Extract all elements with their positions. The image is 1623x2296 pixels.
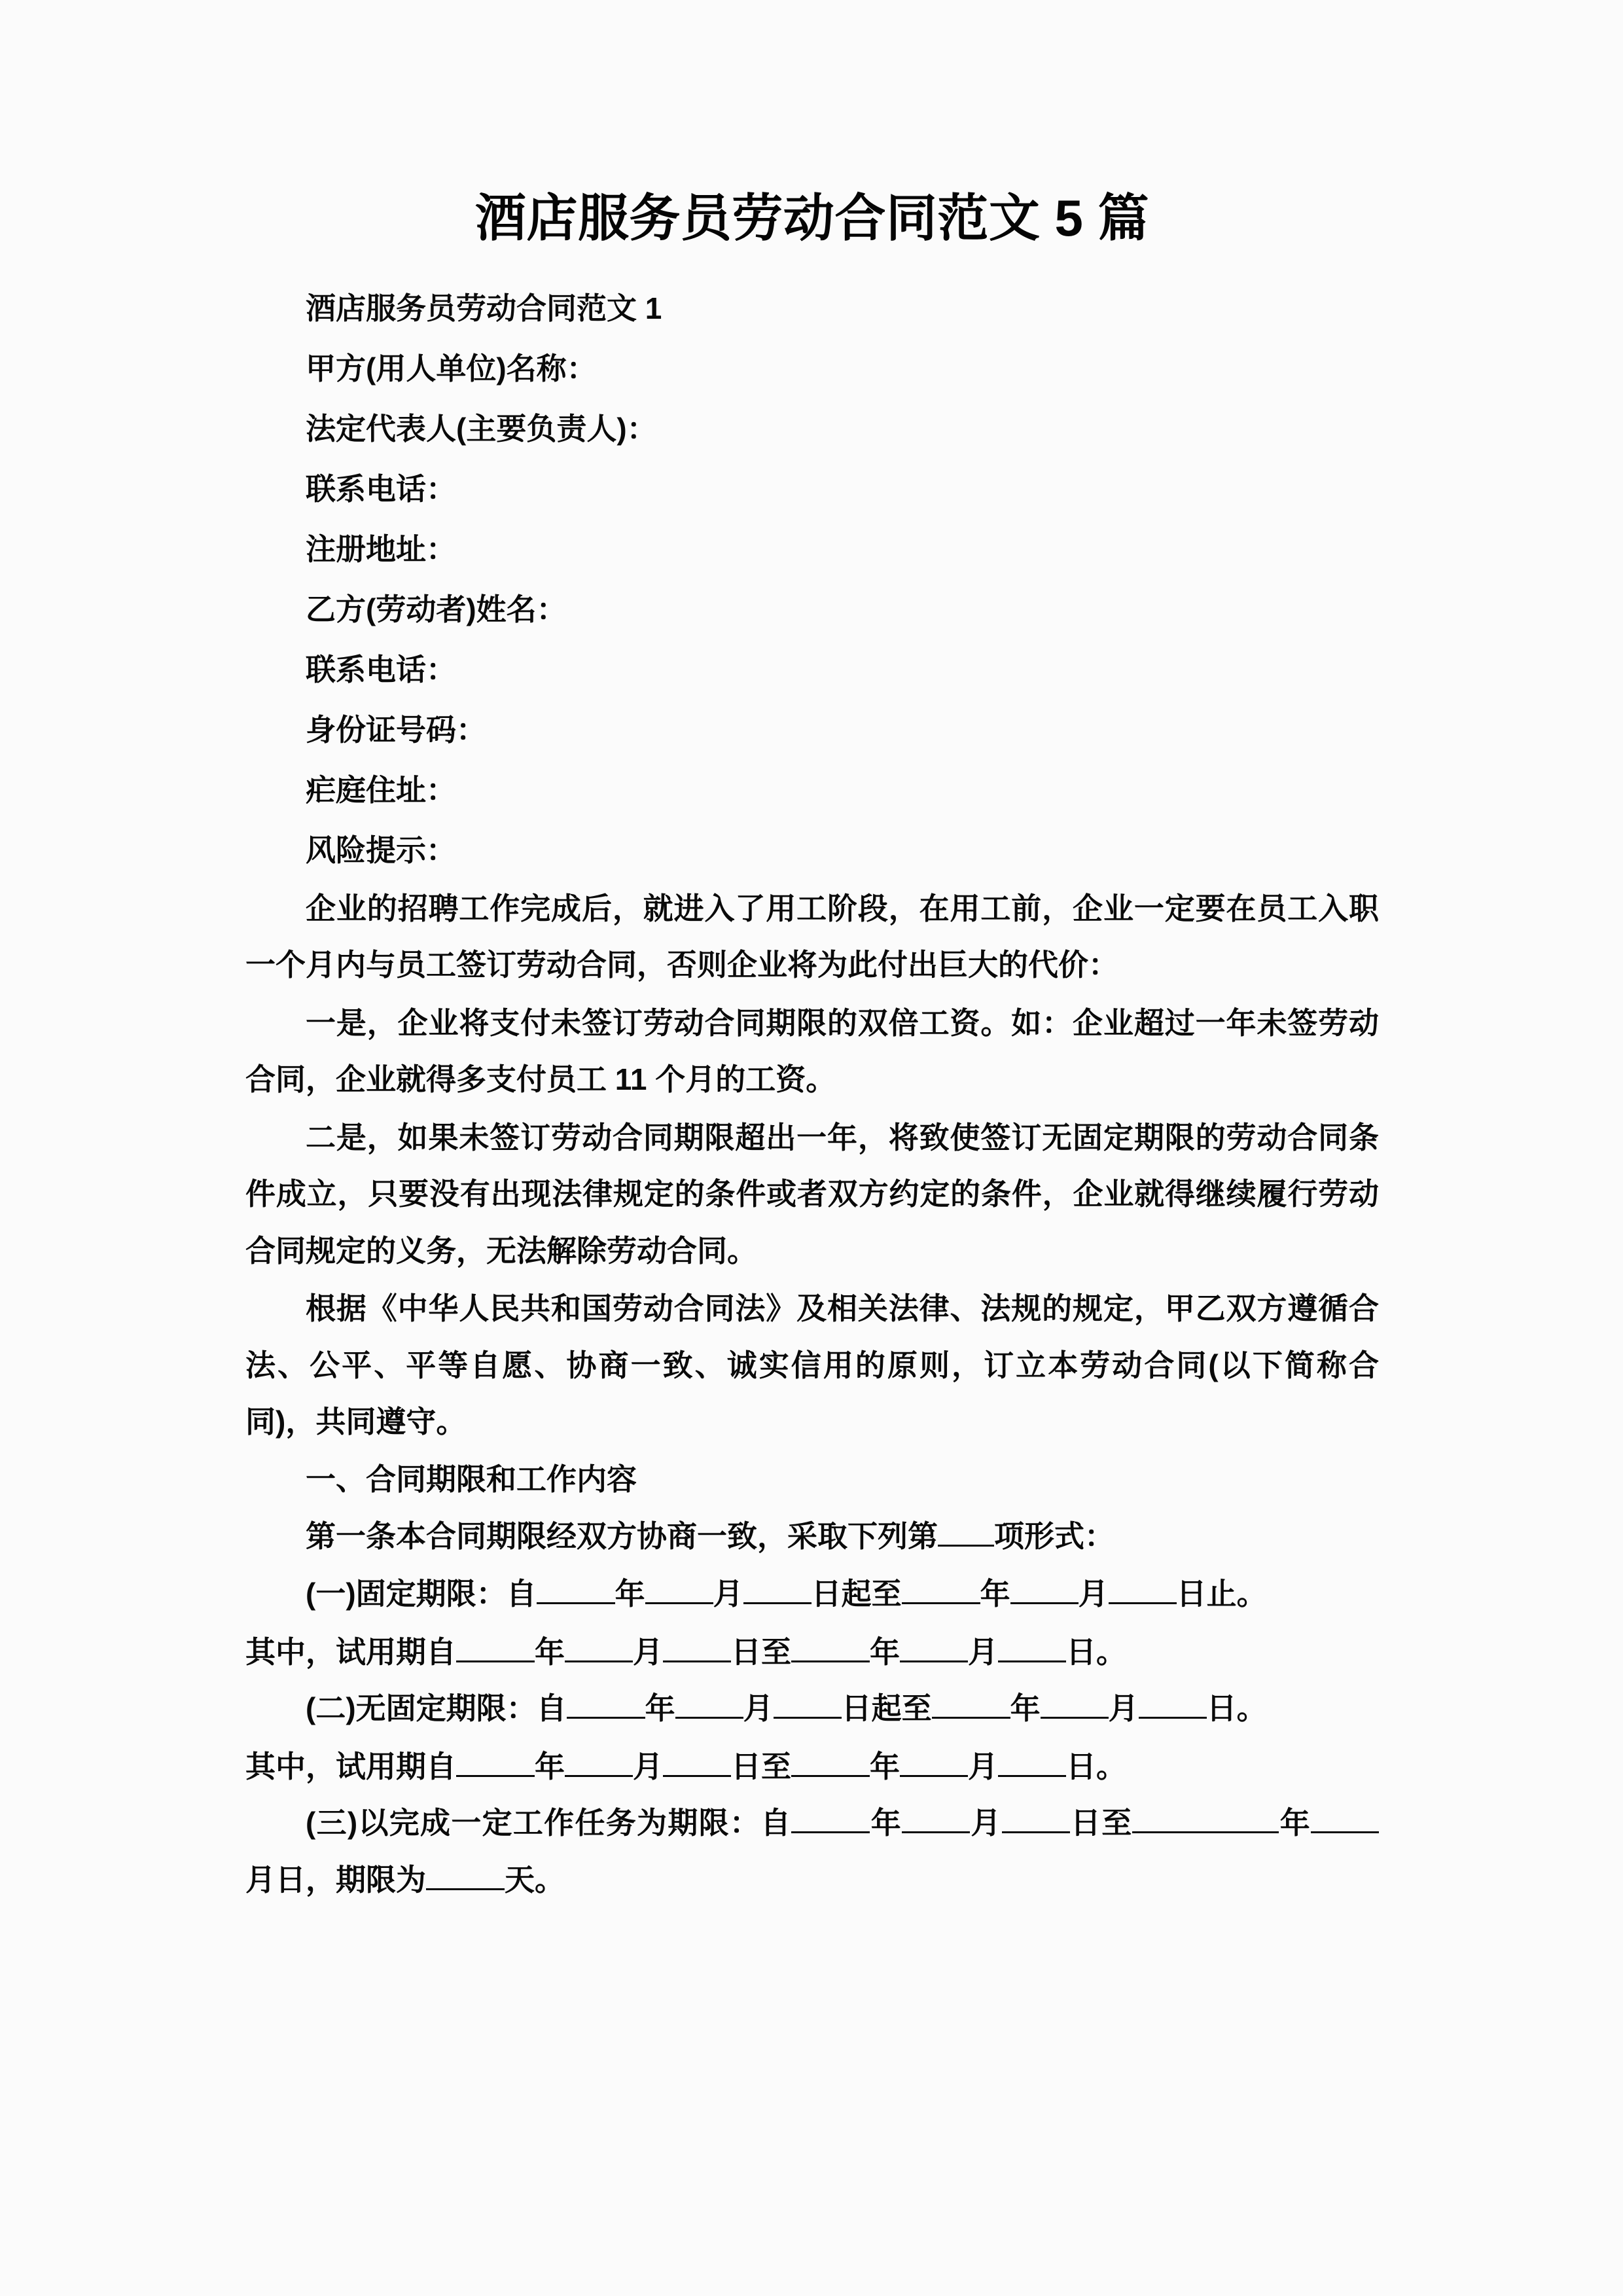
- blank-trial-open-start-month[interactable]: [565, 1775, 633, 1777]
- clause-one-line: [245, 1508, 1379, 1564]
- trial-open-lead: 其中，试用期自: [245, 1749, 456, 1784]
- trial-fixed-seg-2: 年: [535, 1634, 565, 1669]
- term-fixed-seg-4: 日起至: [811, 1577, 902, 1611]
- term-fixed-seg-7: 日止。: [1176, 1577, 1267, 1611]
- blank-trial-fixed-start-day[interactable]: [663, 1660, 731, 1662]
- field-label-party-b-phone: 联系电话：: [306, 652, 456, 687]
- trial-open-seg-7: 日。: [1066, 1749, 1126, 1784]
- trial-fixed-seg-6: 月: [968, 1634, 998, 1669]
- field-label-party-b-name: 乙方(劳动者)姓名：: [306, 592, 567, 626]
- term-option-task-based-label: (三)以完成一定工作任务为期限：: [306, 1806, 761, 1840]
- blank-fixed-end-month[interactable]: [1010, 1602, 1079, 1604]
- trial-open-seg-5: 年: [870, 1749, 900, 1784]
- term-fixed-seg-3: 月: [713, 1577, 743, 1611]
- term-fixed-seg-1: 自: [506, 1577, 537, 1611]
- trial-fixed-lead: 其中，试用期自: [245, 1634, 456, 1669]
- field-label-id-number: 身份证号码：: [306, 712, 486, 747]
- blank-trial-open-end-year[interactable]: [791, 1775, 870, 1777]
- blank-open-end-day[interactable]: [1139, 1717, 1207, 1719]
- blank-trial-fixed-end-year[interactable]: [791, 1660, 870, 1662]
- field-label-risk-notice: 风险提示：: [306, 833, 456, 867]
- clause-one-prefix: 第一条本合同期限经双方协商一致，采取下列第: [306, 1518, 938, 1553]
- term-open-seg-4: 日起至: [841, 1691, 932, 1726]
- term-fixed-seg-6: 月: [1078, 1577, 1109, 1611]
- blank-trial-open-end-month[interactable]: [900, 1775, 968, 1777]
- term-open-seg-2: 年: [645, 1691, 675, 1726]
- blank-clause-one-item[interactable]: [938, 1545, 994, 1547]
- trial-fixed-seg-3: 月: [633, 1634, 663, 1669]
- term-task-seg-8: 天。: [505, 1862, 565, 1897]
- term-task-seg-4: 日至: [1069, 1806, 1133, 1840]
- term-task-seg-3: 月: [970, 1806, 1002, 1840]
- term-fixed-seg-5: 年: [980, 1577, 1010, 1611]
- term-option-task-based: [245, 1795, 1379, 1908]
- field-label-legal-representative: 法定代表人(主要负责人)：: [306, 411, 657, 446]
- blank-trial-open-start-year[interactable]: [456, 1775, 535, 1777]
- term-open-seg-7: 日。: [1206, 1691, 1267, 1726]
- paragraph-recruitment-notice: 企业的招聘工作完成后，就进入了用工阶段，在用工前，企业一定要在员工入职一个月内与员工签订劳动合同，否则企业将为此付出巨大的代价：: [245, 891, 1379, 982]
- term-task-seg-2: 年: [870, 1806, 902, 1840]
- blank-task-end-year[interactable]: [1132, 1831, 1211, 1833]
- trial-open-seg-6: 月: [968, 1749, 998, 1784]
- trial-period-fixed: [245, 1624, 1379, 1680]
- blank-fixed-start-day[interactable]: [743, 1602, 812, 1604]
- blank-task-end-day[interactable]: [1311, 1831, 1379, 1833]
- term-task-seg-1: 自: [760, 1806, 792, 1840]
- blank-trial-fixed-start-month[interactable]: [565, 1660, 633, 1662]
- blank-trial-open-start-day[interactable]: [663, 1775, 731, 1777]
- clause-one-suffix: 项形式：: [994, 1518, 1115, 1553]
- blank-trial-fixed-end-day[interactable]: [998, 1660, 1066, 1662]
- section-heading-one: 一、合同期限和工作内容: [306, 1462, 637, 1497]
- blank-task-start-year[interactable]: [791, 1831, 870, 1833]
- term-option-fixed-label: (一)固定期限：: [306, 1577, 507, 1611]
- document-subtitle: 酒店服务员劳动合同范文 1: [306, 291, 662, 325]
- field-label-party-a-name: 甲方(用人单位)名称：: [306, 351, 597, 386]
- trial-fixed-seg-4: 日至: [731, 1634, 791, 1669]
- field-label-party-a-phone: 联系电话：: [306, 471, 456, 506]
- blank-open-end-year[interactable]: [932, 1717, 1010, 1719]
- term-open-seg-1: 自: [536, 1691, 567, 1726]
- blank-trial-fixed-start-year[interactable]: [456, 1660, 535, 1662]
- field-label-home-address: 疟庭住址：: [306, 772, 456, 807]
- term-task-seg-6: 月: [245, 1862, 276, 1897]
- term-option-fixed: [245, 1566, 1379, 1622]
- trial-open-seg-4: 日至: [731, 1749, 791, 1784]
- blank-fixed-end-year[interactable]: [902, 1602, 980, 1604]
- blank-open-start-year[interactable]: [567, 1717, 645, 1719]
- paragraph-risk-two: 二是，如果未签订劳动合同期限超出一年，将致使签订无固定期限的劳动合同条件成立，只要没有出现法律规定的条件或者双方约定的条件，企业就得继续履行劳动合同规定的义务，无法解除劳动合同。: [245, 1120, 1379, 1268]
- term-fixed-seg-2: 年: [615, 1577, 645, 1611]
- blank-fixed-end-day[interactable]: [1109, 1602, 1177, 1604]
- term-open-seg-5: 年: [1010, 1691, 1041, 1726]
- paragraph-legal-basis: 根据《中华人民共和国劳动合同法》及相关法律、法规的规定，甲乙双方遵循合法、公平、平等自愿、协商一致、诚实信用的原则，订立本劳动合同(以下简称合同)，共同遵守。: [245, 1291, 1379, 1439]
- trial-open-seg-3: 月: [633, 1749, 663, 1784]
- trial-open-seg-2: 年: [535, 1749, 565, 1784]
- document-body: [245, 182, 1379, 1909]
- blank-task-start-day[interactable]: [1002, 1831, 1070, 1833]
- term-task-seg-7: 日，期限为: [276, 1862, 426, 1897]
- paragraph-risk-one: 一是，企业将支付未签订劳动合同期限的双倍工资。如：企业超过一年未签劳动合同，企业就得多支付员工 11 个月的工资。: [245, 1005, 1379, 1097]
- term-option-open-ended: [245, 1680, 1379, 1736]
- term-open-seg-6: 月: [1108, 1691, 1139, 1726]
- trial-period-open-ended: [245, 1738, 1379, 1795]
- term-task-seg-5: 年: [1279, 1806, 1311, 1840]
- blank-task-duration-days[interactable]: [426, 1888, 505, 1890]
- page-title: 酒店服务员劳动合同范文 5 篇: [474, 189, 1150, 247]
- blank-open-start-day[interactable]: [774, 1717, 842, 1719]
- blank-open-end-month[interactable]: [1041, 1717, 1109, 1719]
- trial-fixed-seg-5: 年: [870, 1634, 900, 1669]
- term-open-seg-3: 月: [743, 1691, 774, 1726]
- trial-fixed-seg-7: 日。: [1066, 1634, 1126, 1669]
- blank-open-start-month[interactable]: [675, 1717, 743, 1719]
- blank-trial-open-end-day[interactable]: [998, 1775, 1066, 1777]
- blank-fixed-start-month[interactable]: [645, 1602, 713, 1604]
- term-option-open-ended-label: (二)无固定期限：: [306, 1691, 537, 1726]
- blank-task-end-month[interactable]: [1211, 1831, 1279, 1833]
- blank-trial-fixed-end-month[interactable]: [900, 1660, 968, 1662]
- blank-task-start-month[interactable]: [902, 1831, 970, 1833]
- blank-fixed-start-year[interactable]: [537, 1602, 615, 1604]
- field-label-registered-address: 注册地址：: [306, 531, 456, 566]
